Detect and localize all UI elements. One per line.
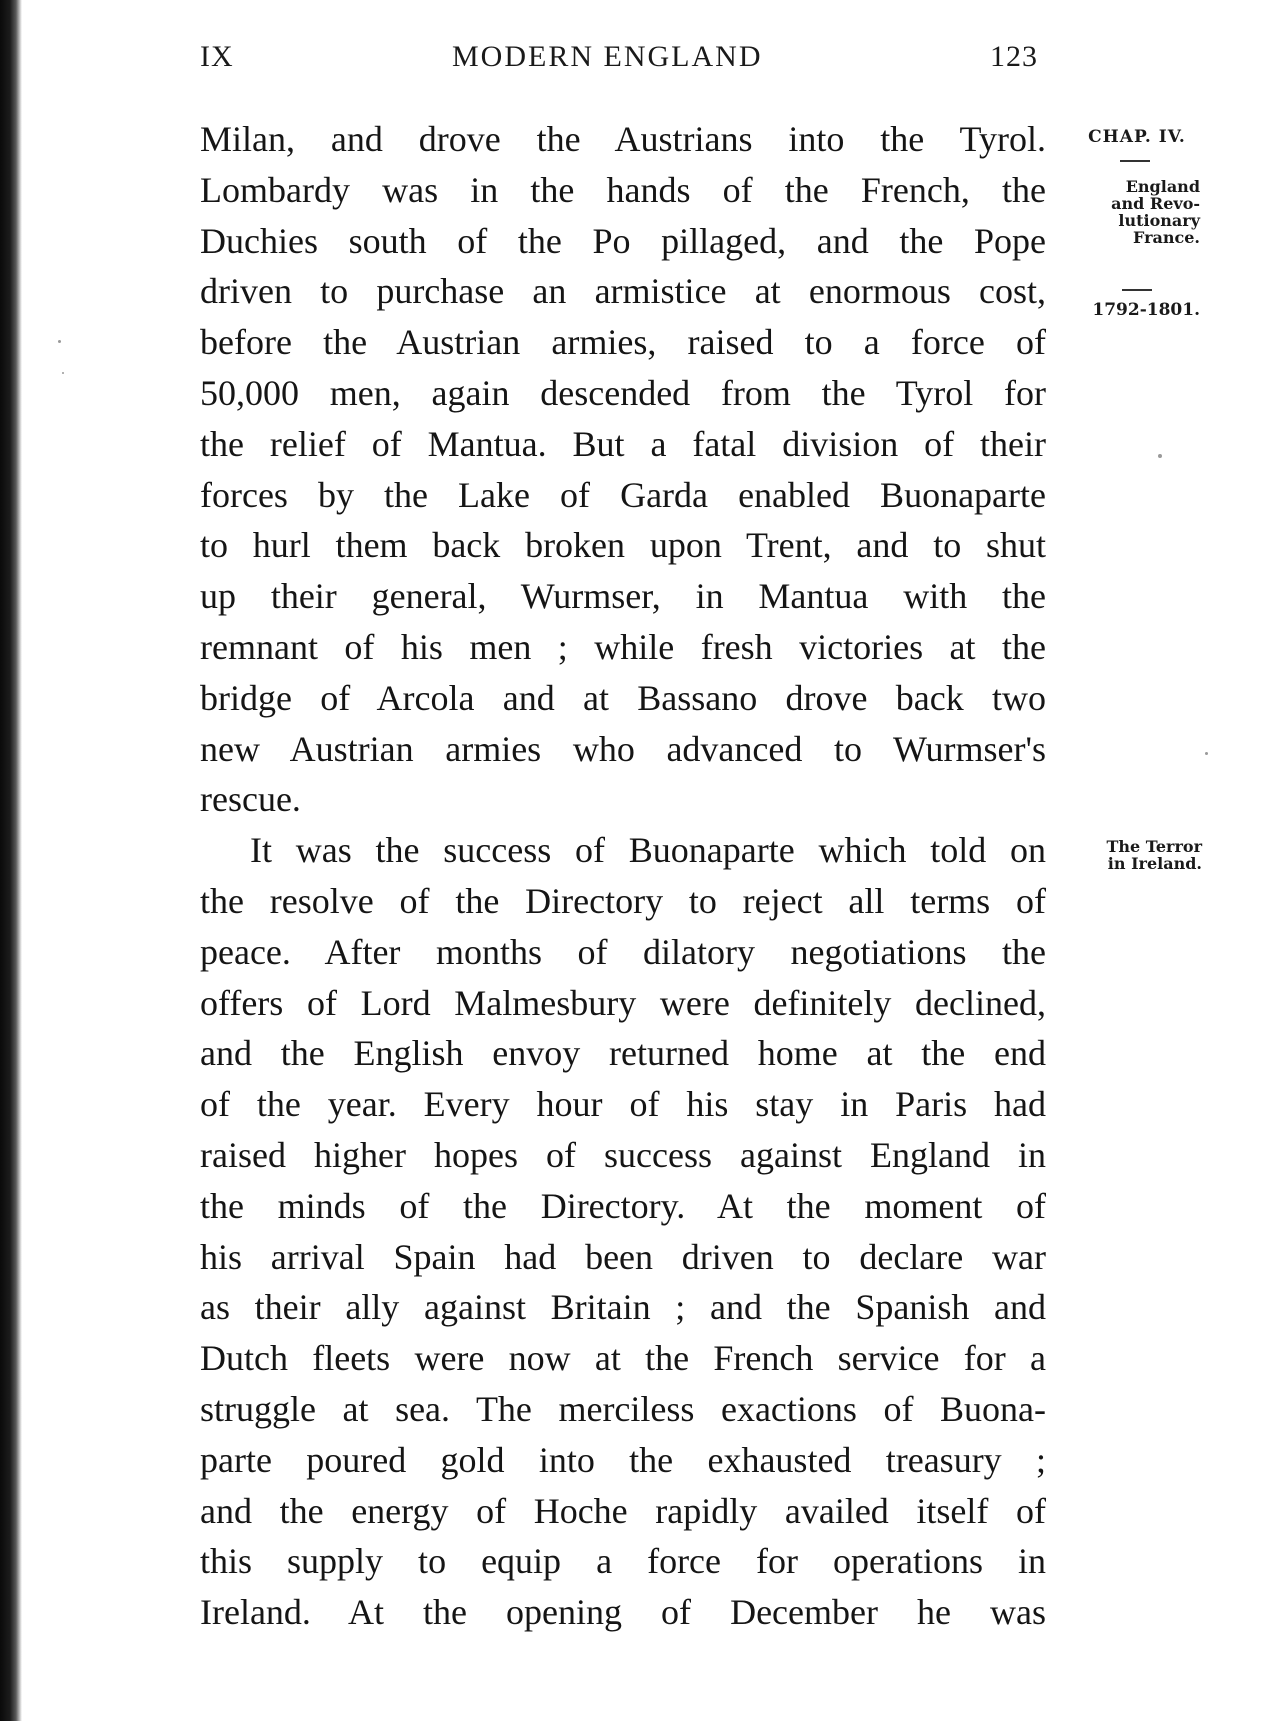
- text-line: struggle at sea. The merciless exactions of Buona-: [200, 1388, 1046, 1429]
- text-line: up their general, Wurmser, in Mantua with the: [200, 576, 1046, 617]
- text-line: the minds of the Directory. At the moment of: [200, 1185, 1046, 1226]
- text-line: 50,000 men, again descended from the Tyrol for: [200, 372, 1046, 413]
- page-binding-edge: [0, 0, 22, 1721]
- text-line: driven to purchase an armistice at enormous cost,: [200, 271, 1046, 312]
- text-line: Milan, and drove the Austrians into the Tyrol.: [200, 119, 1046, 159]
- sidenote-dates: 1792-1801.: [1092, 300, 1200, 320]
- sidenote-rule: [1120, 160, 1150, 162]
- body-text: [200, 114, 1046, 1638]
- sidenote-rule: [1122, 289, 1152, 291]
- text-line: It was the success of Buonaparte which told on: [250, 830, 1046, 871]
- sidenote-section-line: lutionary: [1118, 211, 1200, 230]
- running-head: [0, 40, 1263, 80]
- text-line: new Austrian armies who advanced to Wurmser's: [200, 728, 1046, 769]
- scan-speckle: [62, 372, 64, 374]
- text-line: raised higher hopes of success against England in: [200, 1134, 1046, 1175]
- text-line: as their ally against Britain ; and the Spanish and: [200, 1287, 1046, 1328]
- sidenote-section-line: and Revo-: [1111, 194, 1200, 213]
- text-line: his arrival Spain had been driven to declare war: [200, 1236, 1046, 1277]
- text-line: and the English envoy returned home at the end: [200, 1033, 1046, 1074]
- text-line: this supply to equip a force for operations in: [200, 1541, 1046, 1582]
- scan-speckle: [1205, 752, 1208, 755]
- text-line: forces by the Lake of Garda enabled Buonaparte: [200, 474, 1046, 515]
- text-line: parte poured gold into the exhausted treasury ;: [200, 1439, 1046, 1480]
- scan-speckle: [1158, 454, 1162, 458]
- sidenote-terror-line: in Ireland.: [1107, 854, 1202, 873]
- sidenote-chapter: CHAP. IV.: [1088, 127, 1186, 147]
- text-line: the resolve of the Directory to reject all terms of: [200, 880, 1046, 921]
- text-line: peace. After months of dilatory negotiations the: [200, 931, 1046, 972]
- sidenote-section: [1074, 178, 1200, 246]
- sidenote-section-line: England: [1125, 177, 1200, 196]
- text-line: the relief of Mantua. But a fatal division of their: [200, 423, 1046, 464]
- text-line: rescue.: [200, 779, 301, 820]
- book-title: MODERN ENGLAND: [452, 40, 763, 73]
- paragraph: [200, 825, 1046, 1638]
- text-line: to hurl them back broken upon Trent, and to shut: [200, 525, 1046, 566]
- text-line: Dutch fleets were now at the French service for a: [200, 1338, 1046, 1379]
- sidenote-terror: [1062, 838, 1202, 872]
- chapter-number: IX: [200, 40, 234, 73]
- text-line: and the energy of Hoche rapidly availed itself of: [200, 1490, 1046, 1531]
- text-line: offers of Lord Malmesbury were definitely declined,: [200, 982, 1046, 1023]
- scan-speckle: [58, 340, 61, 343]
- text-line: Duchies south of the Po pillaged, and the Pope: [200, 220, 1046, 261]
- text-line: Ireland. At the opening of December he was: [200, 1592, 1046, 1633]
- paragraph: [200, 114, 1046, 825]
- text-line: remnant of his men ; while fresh victories at the: [200, 626, 1046, 667]
- sidenote-terror-line: The Terror: [1106, 837, 1202, 856]
- sidenote-section-line: France.: [1133, 228, 1200, 247]
- text-line: bridge of Arcola and at Bassano drove back two: [200, 677, 1046, 718]
- text-line: of the year. Every hour of his stay in Paris had: [200, 1084, 1046, 1125]
- page-number: 123: [990, 40, 1038, 73]
- text-line: Lombardy was in the hands of the French, the: [200, 169, 1046, 210]
- text-line: before the Austrian armies, raised to a force of: [200, 322, 1046, 363]
